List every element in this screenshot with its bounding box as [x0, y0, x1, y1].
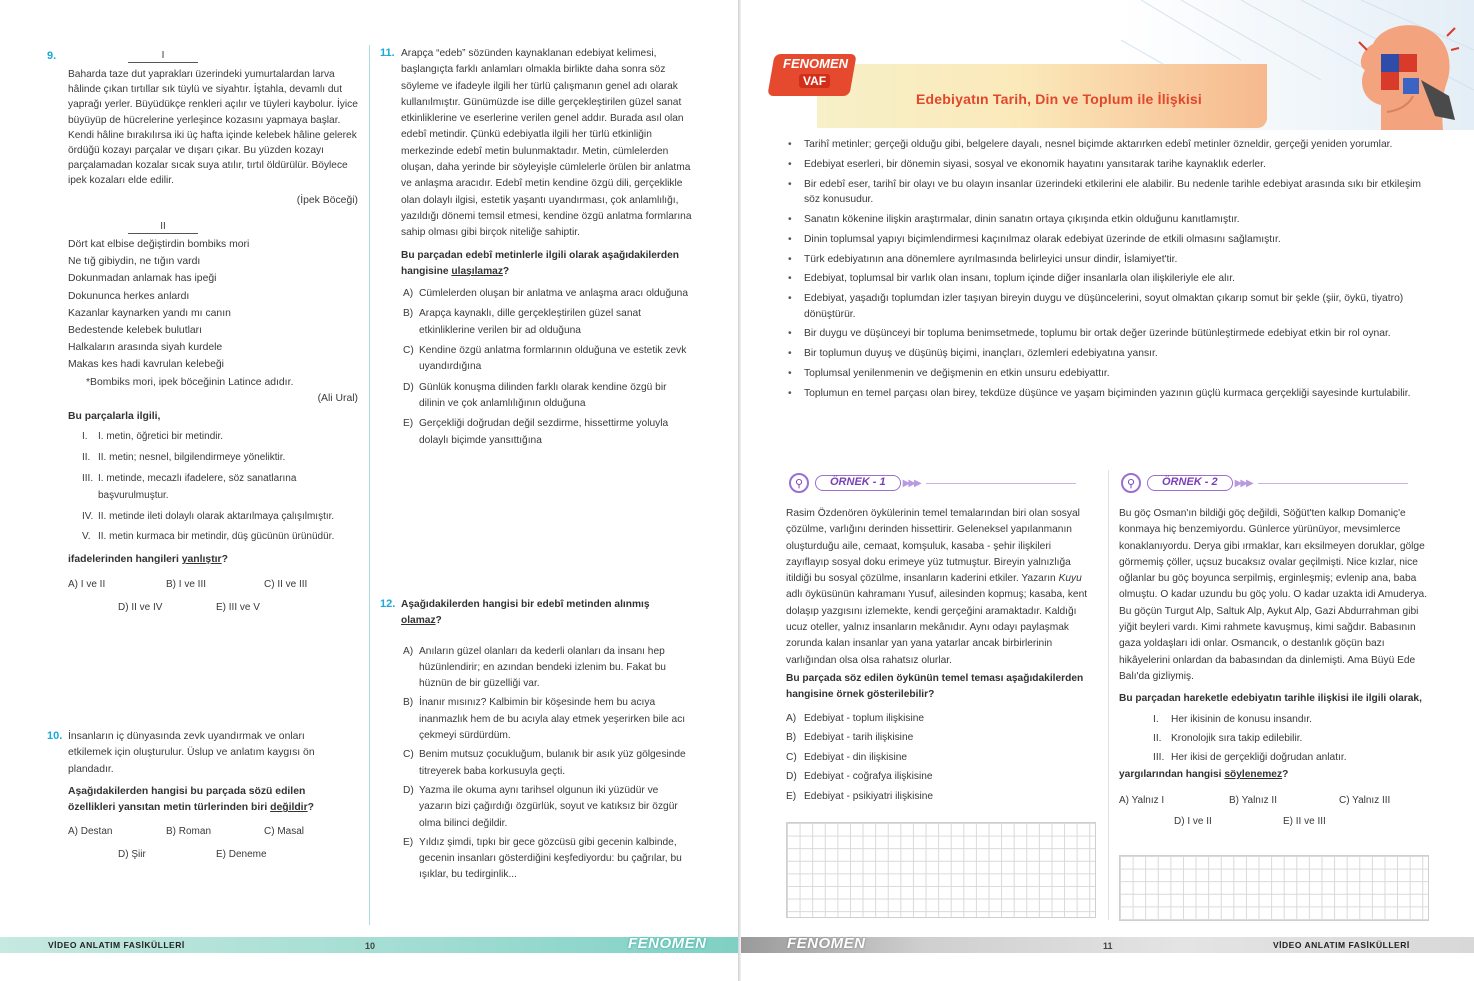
option-c[interactable]: C) II ve III [264, 579, 308, 591]
bullet-item: • Tarihî metinler; gerçeği olduğu gibi, belgelere dayalı, nesnel biçimde aktarırken edebî metinler özneldir, gerçeği yeniden yorumlar. [786, 137, 1431, 153]
option-a[interactable]: A) Cümlelerden oluşan bir anlatma ve anlaşma aracı olduğuna [403, 288, 688, 300]
page-number: 10 [365, 941, 376, 951]
option-a[interactable]: A) Yalnız I [1119, 795, 1165, 807]
option-e[interactable]: E) Edebiyat - psikiyatri ilişkisine [786, 790, 934, 802]
question-12 [401, 597, 693, 884]
q9-part1-source: (İpek Böceği) [296, 194, 358, 206]
option-a[interactable]: A) Anıların güzel olanları da kederli olanları da insanı hep hüzünlendirir; en azından bendeki izlenim bu. Fakat bu hüznün de bir güzelliği var. [403, 645, 666, 690]
question-10 [68, 729, 338, 863]
q9-part1-text: Baharda taze dut yapraklarι üzerindeki yumurtalardan larva hâlinde çıkan tırtıllar sık tüylü ve siyahtır. İştahla, devamlı dut yaprağı yerler. Büyüdükçe renkleri açılır ve tüyleri kaybolur. İyice büyüyüp de hücrelerine yerleşince kozasını yapmaya başlar. Kendi hâline bırakılırsa iki üç hafta içinde kelebek hâline gelerek ördüğü kozayı parçalar ve dışarı çıkar. Bu yüzden kozayı parçalamadan kozalar sıcak suya atılır, tırtıl öldürülür. Böylece ipek kozaları elde edilir. [68, 69, 358, 187]
q9-part1-title: I [128, 50, 198, 63]
statement-item: II. Kronolojik sıra takip edilebilir. [1153, 732, 1303, 744]
right-page [741, 0, 1474, 981]
option-e[interactable]: E) Deneme [216, 848, 267, 860]
footer-series-title: VİDEO ANLATIM FASİKÜLLERİ [1273, 940, 1410, 950]
ornek-2-header [1121, 474, 1431, 492]
poem-line: Halkaların arasında siyah kurdele [68, 342, 223, 354]
ornek-2-question2: yargılarından hangisi söylenemez? [1119, 769, 1289, 781]
option-b[interactable]: B) Edebiyat - tarih ilişkisine [786, 732, 914, 744]
option-b[interactable]: B) Arapça kaynaklı, dille gerçekleştirilen güzel sanat etkinliklerine verilen bir ad olduğuna [403, 308, 641, 336]
bullet-item: • Bir toplumun duyuş ve düşünüş biçimi, inançları, özlemleri edebiyatına yansır. [786, 346, 1431, 362]
option-a[interactable]: A) Edebiyat - toplum ilişkisine [786, 712, 925, 724]
option-d[interactable]: D) Günlük konuşma dilinden farklı olarak kendine özgü bir dilinin ve çok anlamlılığının olduğuna [403, 381, 667, 409]
question-11 [401, 46, 693, 449]
q10-question: Aşağıdakilerden hangisi bu parçada sözü edilen özellikleri yansıtan metin türlerinden biri değildir? [68, 785, 314, 814]
arrow-icon: ▶▶▶ [1234, 477, 1252, 489]
option-b[interactable]: B) Yalnız II [1229, 795, 1277, 807]
option-c[interactable]: C) Benim mutsuz çocukluğum, bulanık bir asık yüz gölgesinde titreyerek baba korkusuyla geçti. [403, 749, 686, 777]
question-12-number: 12. [380, 598, 396, 610]
option-b[interactable]: B) İnanır mısınız? Kalbimin bir köşesinde hem bu acıya inanmazlık hem de bu acıyla alay etmek yeşerirken bile acı çekmeyi sürdürdüm. [403, 697, 686, 742]
q9-part2-title: II [128, 221, 198, 234]
q12-options [401, 644, 693, 884]
statement-item: II. II. metin; nesnel, bilgilendirmeye yöneliktir. [82, 452, 286, 464]
q11-question: Bu parçadan edebî metinlerle ilgili olarak aşağıdakilerden hangisine ulaşılamaz? [401, 249, 679, 277]
poem-line: Kazanlar kaynarken yandı mı canın [68, 307, 231, 319]
magnifier-icon: ⚲ [1121, 473, 1141, 493]
bullet-item: • Edebiyat, yaşadığı toplumdan izler taşıyan bireyin duygu ve düşüncelerini, soyut olmaktan çıkarıp somut bir şekle (şiir, öykü, tiyatro) dönüştürür. [786, 291, 1431, 322]
q9-poem [68, 236, 358, 391]
bullet-item: • Türk edebiyatının ana dönemlere ayrılmasında belirleyici unsur dindir, İslamiyet'tir. [786, 252, 1431, 268]
question-10-number: 10. [47, 730, 63, 742]
option-d[interactable]: D) Edebiyat - coğrafya ilişkisine [786, 771, 933, 783]
ornek-1-rule [926, 483, 1076, 484]
q9-part2-source: (Ali Ural) [317, 392, 358, 404]
ornek-1-header [789, 474, 1099, 492]
statement-item: III. I. metinde, mecazlı ifadelere, söz sanatlarına başvurulmuştur. [82, 472, 297, 501]
fenomen-logo: FENOMEN [628, 935, 707, 952]
option-e[interactable]: E) III ve V [216, 601, 260, 613]
badge-fenomen-text: FENOMEN [783, 56, 848, 71]
magnifier-icon: ⚲ [789, 473, 809, 493]
option-e[interactable]: E) Yıldız şimdi, tıpkı bir gece gözcüsü gibi gecenin kalbinde, gecenin insanları gösterdiğini keşfediyordu: bu çağrılar, bu ışıklar, bu tedirginlik... [403, 836, 682, 881]
option-a[interactable]: A) I ve II [68, 579, 106, 591]
bullet-item: • Toplumsal yenilenmenin ve değişmenin en etkin unsuru edebiyattır. [786, 366, 1431, 382]
statement-item: IV. II. metinde ileti dolaylı olarak aktarılmaya çalışılmıştır. [82, 510, 335, 522]
bullet-item: • Dinin toplumsal yapıyı biçimlendirmesi kaçınılmaz olarak edebiyat üzerinde de etkili olmasını sağlamıştır. [786, 232, 1431, 248]
ornek-2-label: ÖRNEK - 2 [1147, 475, 1233, 491]
poem-line: Dört kat elbise değiştirdin bombiks mori [68, 238, 250, 250]
option-a[interactable]: A) Destan [68, 826, 113, 838]
bullet-item: • Sanatın kökenine ilişkin araştırmalar, dinin sanatın ortaya çıkışında etkin olduğunu kanıtlamıştır. [786, 212, 1431, 228]
poem-line: Dokunmadan anlamak has ipeği [68, 273, 217, 285]
ornek-1-label: ÖRNEK - 1 [815, 475, 901, 491]
statement-item: III. Her ikisi de gerçekliği doğrudan anlatır. [1153, 751, 1347, 763]
q10-options [68, 824, 338, 863]
ornek-1-question: Bu parçada söz edilen öykünün temel teması aşağıdakilerden hangisine örnek gösterilebilir? [786, 672, 1084, 701]
q9-footnote: *Bombiks mori, ipek böceğinin Latince adıdır. [86, 376, 294, 388]
statement-item: I. Her ikisinin de konusu insandır. [1153, 713, 1313, 725]
ornek-1 [786, 506, 1096, 807]
q9-question: ifadelerinden hangileri yanlıştır? [68, 554, 228, 566]
ornek-1-options [786, 709, 1096, 807]
page-title: Edebiyatın Tarih, Din ve Toplum ile İlişkisi [916, 91, 1203, 107]
option-c[interactable]: C) Masal [264, 826, 305, 838]
option-e[interactable]: E) II ve III [1283, 815, 1326, 827]
statement-item: V. II. metin kurmaca bir metindir, düş gücünün ürünüdür. [82, 531, 335, 543]
question-9 [68, 50, 358, 616]
page-number: 11 [1103, 941, 1113, 951]
ornek-1-scratch-grid[interactable] [786, 822, 1096, 918]
option-d[interactable]: D) II ve IV [118, 601, 163, 613]
poem-line: Makas kes hadi kavrulan kelebeği [68, 359, 224, 371]
ornek-2-options [1119, 793, 1431, 830]
question-9-number: 9. [47, 50, 57, 62]
ornek-2-question: Bu parçadan hareketle edebiyatın tarihle ilişkisi ile ilgili olarak, [1119, 693, 1422, 705]
bullet-item: • Edebiyat, toplumsal bir varlık olan insanı, toplum içinde diğer insanlarla olan ilişkileriyle ele alır. [786, 271, 1431, 287]
option-b[interactable]: B) Roman [166, 826, 212, 838]
ornek-1-text: Rasim Özdenören öykülerinin temel temalarından biri olan sosyal çözülme, varlığını derinden hissettirir. Geleneksel yapılanmanın oluşturduğu aile, cemaat, komşuluk, kasaba - şehir ilişkileri zayıflayıp sosyal doku erimeye yüz tutmuştur. Bireyin yalnızlığa itildiği bu sosyal çözülme, insanların kaderini etkiler. Yazarın Kuyu adlı öyküsünün kahramanı Yusuf, ailesinden kopmuş; kasaba, kent dolaşıp yazgısını izlemekte, kendi gerçeğini aramaktadır. Kaldığı ucuz oteller, yalnız insanların mekânıdır. Aynı odayı paylaşmak zorunda kalan insanlar yan yana yatarlar ancak birbirlerinin varlığından olsa olsa rahatsız olurlar. [786, 508, 1088, 666]
arrow-icon: ▶▶▶ [902, 477, 920, 489]
bullet-item: • Bir edebî eser, tarihî bir olayı ve bu olayın insanlar üzerindeki etkilerini ele alabilir. Bu nedenle tarihle edebiyat arasında sıkı bir etkileşim söz konusudur. [786, 177, 1431, 208]
q10-text: İnsanların iç dünyasında zevk uyandırmak ve onları etkilemek için oluşturulur. Üslup ve anlatım kaygısı ön plandadır. [68, 731, 315, 775]
footer-series-title: VİDEO ANLATIM FASİKÜLLERİ [48, 940, 185, 950]
option-b[interactable]: B) I ve III [166, 579, 207, 591]
info-bullet-list [786, 137, 1431, 406]
ornek-2-rule [1258, 483, 1408, 484]
ornek-2-statements [1119, 710, 1431, 768]
q9-prompt: Bu parçalarla ilgili, [68, 411, 161, 423]
poem-line: Ne tığ gibiydin, ne tığın vardı [68, 256, 201, 268]
poem-line: Bedestende kelebek bulutları [68, 324, 203, 336]
option-e[interactable]: E) Gerçekliği doğrudan değil sezdirme, hissettirme yoluyla dolaylı biçimde yansıttığına [403, 418, 669, 446]
q12-question: Aşağıdakilerden hangisi bir edebî metinden alınmış olamaz? [401, 599, 650, 627]
badge-vaf-text: VAF [799, 74, 830, 88]
fenomen-logo: FENOMEN [787, 935, 866, 952]
ornek-divider [1108, 470, 1109, 920]
option-c[interactable]: C) Edebiyat - din ilişkisine [786, 751, 908, 763]
question-11-number: 11. [380, 47, 395, 59]
ornek-2-scratch-grid[interactable] [1119, 855, 1429, 921]
ornek-2-text: Bu göç Osman'ın bildiği göç değildi, Söğüt'ten kalkıp Domaniç'e konmaya hiç benzemiyordu. Günlerce yürünüyor, mevsimlerce konaklanıyordu. Derya gibi ırmaklar, karı eksilmeyen doruklar, gölge görmemiş çöller, uçsuz bucaksız ovalar geçilmişti. Nice kızlar, nice oğlanlar bu göç boyunca serpilmiş, erginleşmiş; evlenip ana, baba olmuştu. O kadar uzundu bu göç yolu. O kadar uzakta idi Amuderya. Bu göçün Turgut Alp, Saltuk Alp, Aykut Alp, Gazi Abdurrahman gibi yiğit beyleri vardı. Kimi rahmete kavuşmuş, kimi sağdır. Babasının gaza yoldaşları idi onlar. Osmancık, o destanlık göçün bazı hikâyelerini onlardan da babasından da dinlemişti. Ama Büyü Ede Balı'da gizliymiş. [1119, 508, 1428, 682]
option-d[interactable]: D) Şiir [118, 848, 146, 860]
bullet-item: • Toplumun en temel parçası olan birey, tekdüze düşünce ve yaşam biçiminden yazının güçlü kurmaca gerçekliği sayesinde kurtulabilir. [786, 386, 1431, 402]
option-d[interactable]: D) I ve II [1174, 815, 1212, 827]
bullet-item: • Edebiyat eserleri, bir dönemin siyasi, sosyal ve ekonomik hayatını yansıtarak tarihe kaynaklık ederler. [786, 157, 1431, 173]
bullet-item: • Bir duygu ve düşünceyi bir topluma benimsetmede, toplumu bir ortak değer üzerinde bütünleştirmede edebiyat etkin bir rol oynar. [786, 326, 1431, 342]
option-d[interactable]: D) Yazma ile okuma aynı tarihsel olgunun iki yüzüdür ve yazarın bizi çağırdığı özgürlük, soyut ve katıksız bir özgür olma bilinci değildir. [403, 784, 678, 829]
q9-options [68, 577, 358, 616]
option-c[interactable]: C) Yalnız III [1339, 795, 1391, 807]
head-puzzle-illustration [1351, 20, 1461, 132]
q11-text: Arapça “edeb” sözünden kaynaklanan edebiyat kelimesi, başlangıçta farklı anlamları olmakla birlikte daha sonra söz söyleme ve ifadeyle ilgili her türlü çalışmanın genel adı olarak kullanılmıştır. Günümüzde ise dille gerçekleştirilen güzel sanat etkinliklerine ve eserlerine verilen genel addır. Burada asıl olan edebî metindir. Çünkü edebiyatla ilgili her türlü etkinliğin merkezinde edebî metin bulunmaktadır. Metin, cümlelerden oluşan, daha yerinde bir söyleyişle cümlelerle örülen bir anlatma ve anlaşma aracıdır. Edebî metin kendine özgü dili, gerçeklikle olan dolaylı ilgisi, estetik yaşantı uyandırması, çok anlamlılığı, yazıldığı dönemi temsil etmesi, kendine özgü anlatma formlarına sahip olması gibi birçok niteliğe sahiptir. [401, 48, 692, 239]
option-c[interactable]: C) Kendine özgü anlatma formlarının olduğuna ve estetik zevk uyandırdığına [403, 345, 687, 373]
poem-line: Dokununca herkes anlardı [68, 290, 190, 302]
q11-options [401, 286, 693, 449]
statement-item: I. I. metin, öğretici bir metindir. [82, 431, 224, 443]
column-divider [369, 45, 370, 925]
ornek-2 [1119, 506, 1431, 830]
q9-statements [68, 429, 358, 546]
